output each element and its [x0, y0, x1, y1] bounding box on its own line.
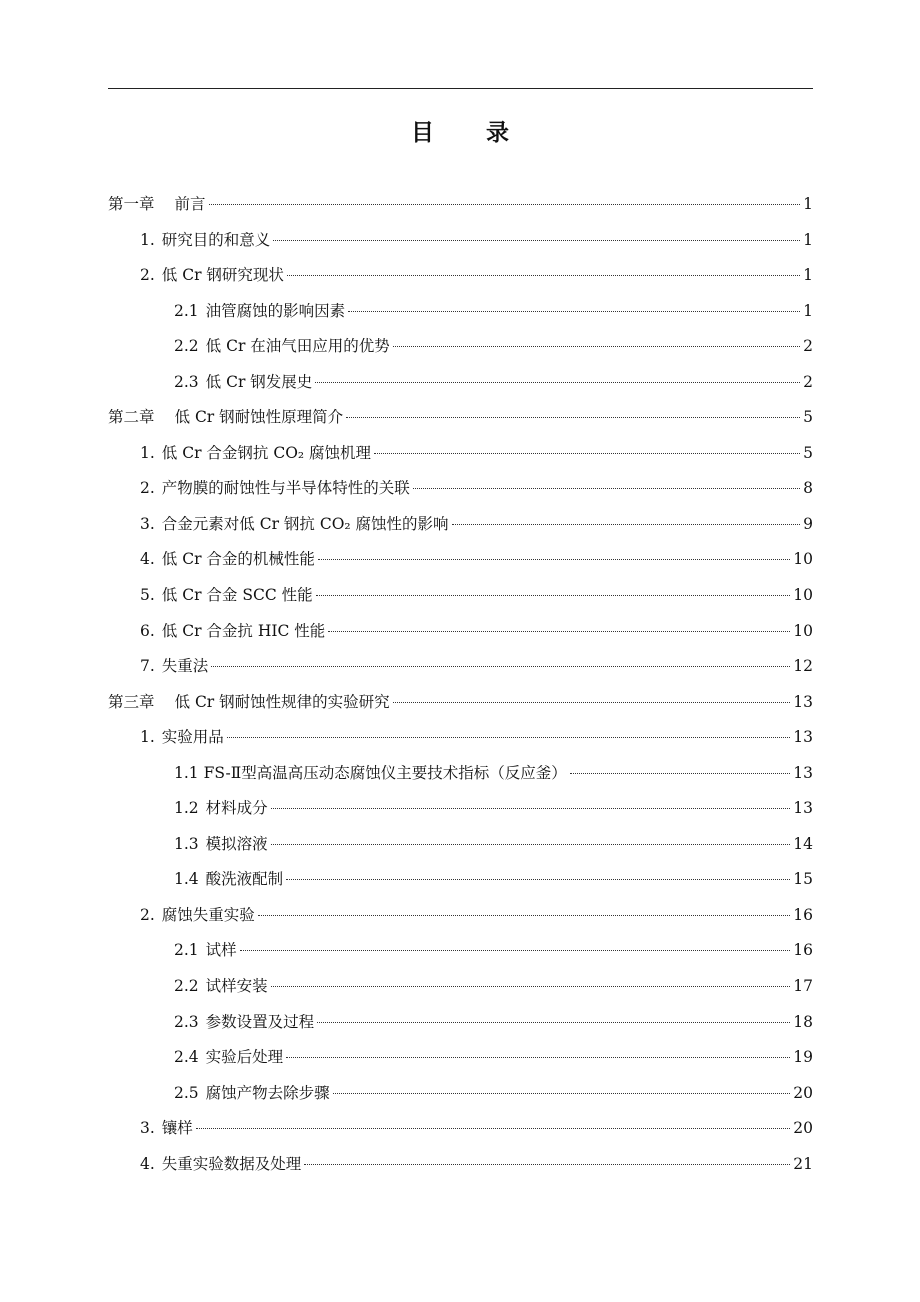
toc-entry-text: 模拟溶液: [205, 834, 268, 853]
toc-entry-number: 1.3: [174, 834, 199, 853]
toc-entry-number: 1.: [140, 230, 155, 249]
toc-entry-text: 试样: [205, 941, 237, 960]
toc-entry[interactable]: [108, 756, 813, 792]
toc-entry-number: 2.3: [174, 372, 199, 391]
toc-entry-text: 低 Cr 钢耐蚀性规律的实验研究: [174, 692, 390, 711]
dot-leader: [271, 808, 791, 809]
toc-entry-number: 2.: [140, 479, 155, 498]
dot-leader: [209, 204, 801, 205]
toc-entry-number: 2.2: [174, 337, 199, 356]
toc-entry-page: 5: [803, 443, 813, 462]
dot-leader: [348, 311, 800, 312]
dot-leader: [273, 240, 800, 241]
toc-entry[interactable]: [108, 898, 813, 934]
toc-entry[interactable]: [108, 791, 813, 827]
toc-entry-text: 实验后处理: [205, 1048, 284, 1067]
toc-entry-number: 第二章: [108, 408, 155, 427]
toc-entry[interactable]: [108, 507, 813, 543]
toc-entry-text: 低 Cr 合金钢抗 CO₂ 腐蚀机理: [161, 443, 372, 462]
toc-entry-text: 低 Cr 合金抗 HIC 性能: [161, 621, 326, 640]
toc-entry-number: 2.2: [174, 977, 199, 996]
dot-leader: [317, 1022, 790, 1023]
dot-leader: [393, 702, 791, 703]
dot-leader: [287, 275, 800, 276]
toc-entry[interactable]: [108, 827, 813, 863]
toc-entry-page: 19: [793, 1048, 813, 1067]
toc-entry-number: 3.: [140, 1119, 155, 1138]
toc-entry-text: 实验用品: [161, 728, 224, 747]
toc-entry-text: 油管腐蚀的影响因素: [205, 301, 346, 320]
toc-entry-text: 镶样: [161, 1119, 193, 1138]
dot-leader: [286, 879, 790, 880]
toc-entry-text: 失重实验数据及处理: [161, 1154, 302, 1173]
toc-list: [108, 187, 813, 1182]
dot-leader: [286, 1057, 790, 1058]
toc-entry-page: 8: [803, 479, 813, 498]
toc-entry-text: 1.1 FS-Ⅱ型高温高压动态腐蚀仪主要技术指标（反应釜）: [174, 763, 567, 782]
dot-leader: [258, 915, 790, 916]
dot-leader: [227, 737, 790, 738]
toc-entry[interactable]: [108, 1111, 813, 1147]
toc-entry-text: 试样安装: [205, 977, 268, 996]
toc-entry[interactable]: [108, 1040, 813, 1076]
toc-entry-page: 14: [793, 834, 813, 853]
toc-entry-page: 18: [793, 1012, 813, 1031]
toc-entry-text: 酸洗液配制: [205, 870, 284, 889]
toc-entry-page: 1: [803, 301, 813, 320]
dot-leader: [240, 950, 791, 951]
toc-entry-number: 3.: [140, 514, 155, 533]
dot-leader: [393, 346, 800, 347]
toc-entry[interactable]: [108, 471, 813, 507]
dot-leader: [315, 382, 800, 383]
toc-entry-page: 1: [803, 266, 813, 285]
toc-entry-text: 研究目的和意义: [161, 230, 271, 249]
toc-entry[interactable]: [108, 223, 813, 259]
toc-entry-page: 1: [803, 230, 813, 249]
toc-entry-number: 第三章: [108, 692, 155, 711]
toc-entry-text: 低 Cr 钢研究现状: [161, 266, 284, 285]
header-rule: [108, 88, 813, 89]
toc-entry[interactable]: [108, 436, 813, 472]
toc-entry[interactable]: [108, 933, 813, 969]
toc-entry-number: 5.: [140, 586, 155, 605]
dot-leader: [346, 417, 800, 418]
toc-entry-page: 2: [803, 372, 813, 391]
toc-entry-text: 低 Cr 合金 SCC 性能: [161, 586, 313, 605]
dot-leader: [452, 524, 801, 525]
toc-entry-page: 16: [793, 905, 813, 924]
toc-entry-page: 10: [793, 550, 813, 569]
toc-entry[interactable]: [108, 685, 813, 721]
dot-leader: [318, 559, 790, 560]
toc-entry-text: 材料成分: [205, 799, 268, 818]
toc-entry-page: 15: [793, 870, 813, 889]
toc-entry[interactable]: [108, 1005, 813, 1041]
toc-entry-number: 第一章: [108, 195, 155, 213]
toc-entry[interactable]: [108, 720, 813, 756]
dot-leader: [271, 844, 791, 845]
toc-entry-page: 10: [793, 621, 813, 640]
toc-entry[interactable]: [108, 614, 813, 650]
toc-entry-number: 2.1: [174, 941, 199, 960]
toc-entry-number: 4.: [140, 1154, 155, 1173]
toc-entry-page: 20: [793, 1119, 813, 1138]
toc-entry-text: 低 Cr 在油气田应用的优势: [205, 337, 390, 356]
toc-entry[interactable]: [108, 365, 813, 401]
toc-entry-page: 21: [793, 1154, 813, 1173]
toc-entry-page: 17: [793, 977, 813, 996]
toc-entry-number: 2.4: [174, 1048, 199, 1067]
toc-entry[interactable]: [108, 400, 813, 436]
toc-entry-page: 16: [793, 941, 813, 960]
toc-entry[interactable]: [108, 1076, 813, 1112]
toc-entry-page: 13: [793, 763, 813, 782]
dot-leader: [304, 1164, 790, 1165]
dot-leader: [333, 1093, 791, 1094]
toc-entry[interactable]: [108, 1147, 813, 1183]
toc-entry-text: 低 Cr 合金的机械性能: [161, 550, 315, 569]
toc-entry-number: 6.: [140, 621, 155, 640]
toc-entry-page: 12: [793, 657, 813, 676]
toc-entry-text: 腐蚀产物去除步骤: [205, 1083, 330, 1102]
toc-entry-text: 前言: [174, 195, 206, 213]
toc-entry-page: 5: [803, 408, 813, 427]
toc-entry[interactable]: [108, 969, 813, 1005]
toc-entry-page: 13: [793, 692, 813, 711]
toc-entry-text: 参数设置及过程: [205, 1012, 315, 1031]
toc-entry-text: 腐蚀失重实验: [161, 905, 255, 924]
toc-entry-number: 1.2: [174, 799, 199, 818]
toc-entry-page: 1: [803, 195, 813, 213]
toc-entry-text: 失重法: [161, 657, 209, 676]
toc-entry-number: 2.1: [174, 301, 199, 320]
toc-entry[interactable]: [108, 258, 813, 294]
toc-entry-number: 7.: [140, 657, 155, 676]
toc-entry[interactable]: [108, 294, 813, 330]
toc-entry[interactable]: [108, 329, 813, 365]
toc-entry[interactable]: [108, 187, 813, 223]
toc-entry-page: 9: [803, 514, 813, 533]
toc-entry-number: 2.: [140, 905, 155, 924]
toc-entry-number: 1.: [140, 443, 155, 462]
toc-entry-text: 合金元素对低 Cr 钢抗 CO₂ 腐蚀性的影响: [161, 514, 449, 533]
toc-entry[interactable]: [108, 862, 813, 898]
toc-entry-number: 2.5: [174, 1083, 199, 1102]
toc-entry-text: 产物膜的耐蚀性与半导体特性的关联: [161, 479, 410, 498]
dot-leader: [374, 453, 800, 454]
toc-entry[interactable]: [108, 578, 813, 614]
dot-leader: [196, 1128, 790, 1129]
toc-entry[interactable]: [108, 649, 813, 685]
toc-entry-page: 20: [793, 1083, 813, 1102]
toc-entry[interactable]: [108, 542, 813, 578]
toc-entry-number: 1.4: [174, 870, 199, 889]
toc-entry-page: 10: [793, 586, 813, 605]
toc-entry-number: 2.3: [174, 1012, 199, 1031]
toc-title: 目 录: [410, 119, 531, 146]
dot-leader: [271, 986, 791, 987]
dot-leader: [328, 631, 790, 632]
toc-entry-page: 13: [793, 799, 813, 818]
toc-entry-text: 低 Cr 钢发展史: [205, 372, 313, 391]
dot-leader: [570, 773, 790, 774]
dot-leader: [413, 488, 800, 489]
toc-entry-page: 2: [803, 337, 813, 356]
toc-entry-page: 13: [793, 728, 813, 747]
dot-leader: [211, 666, 790, 667]
dot-leader: [316, 595, 791, 596]
toc-entry-number: 4.: [140, 550, 155, 569]
toc-entry-number: 1.: [140, 728, 155, 747]
toc-entry-text: 低 Cr 钢耐蚀性原理简介: [174, 408, 344, 427]
toc-entry-number: 2.: [140, 266, 155, 285]
